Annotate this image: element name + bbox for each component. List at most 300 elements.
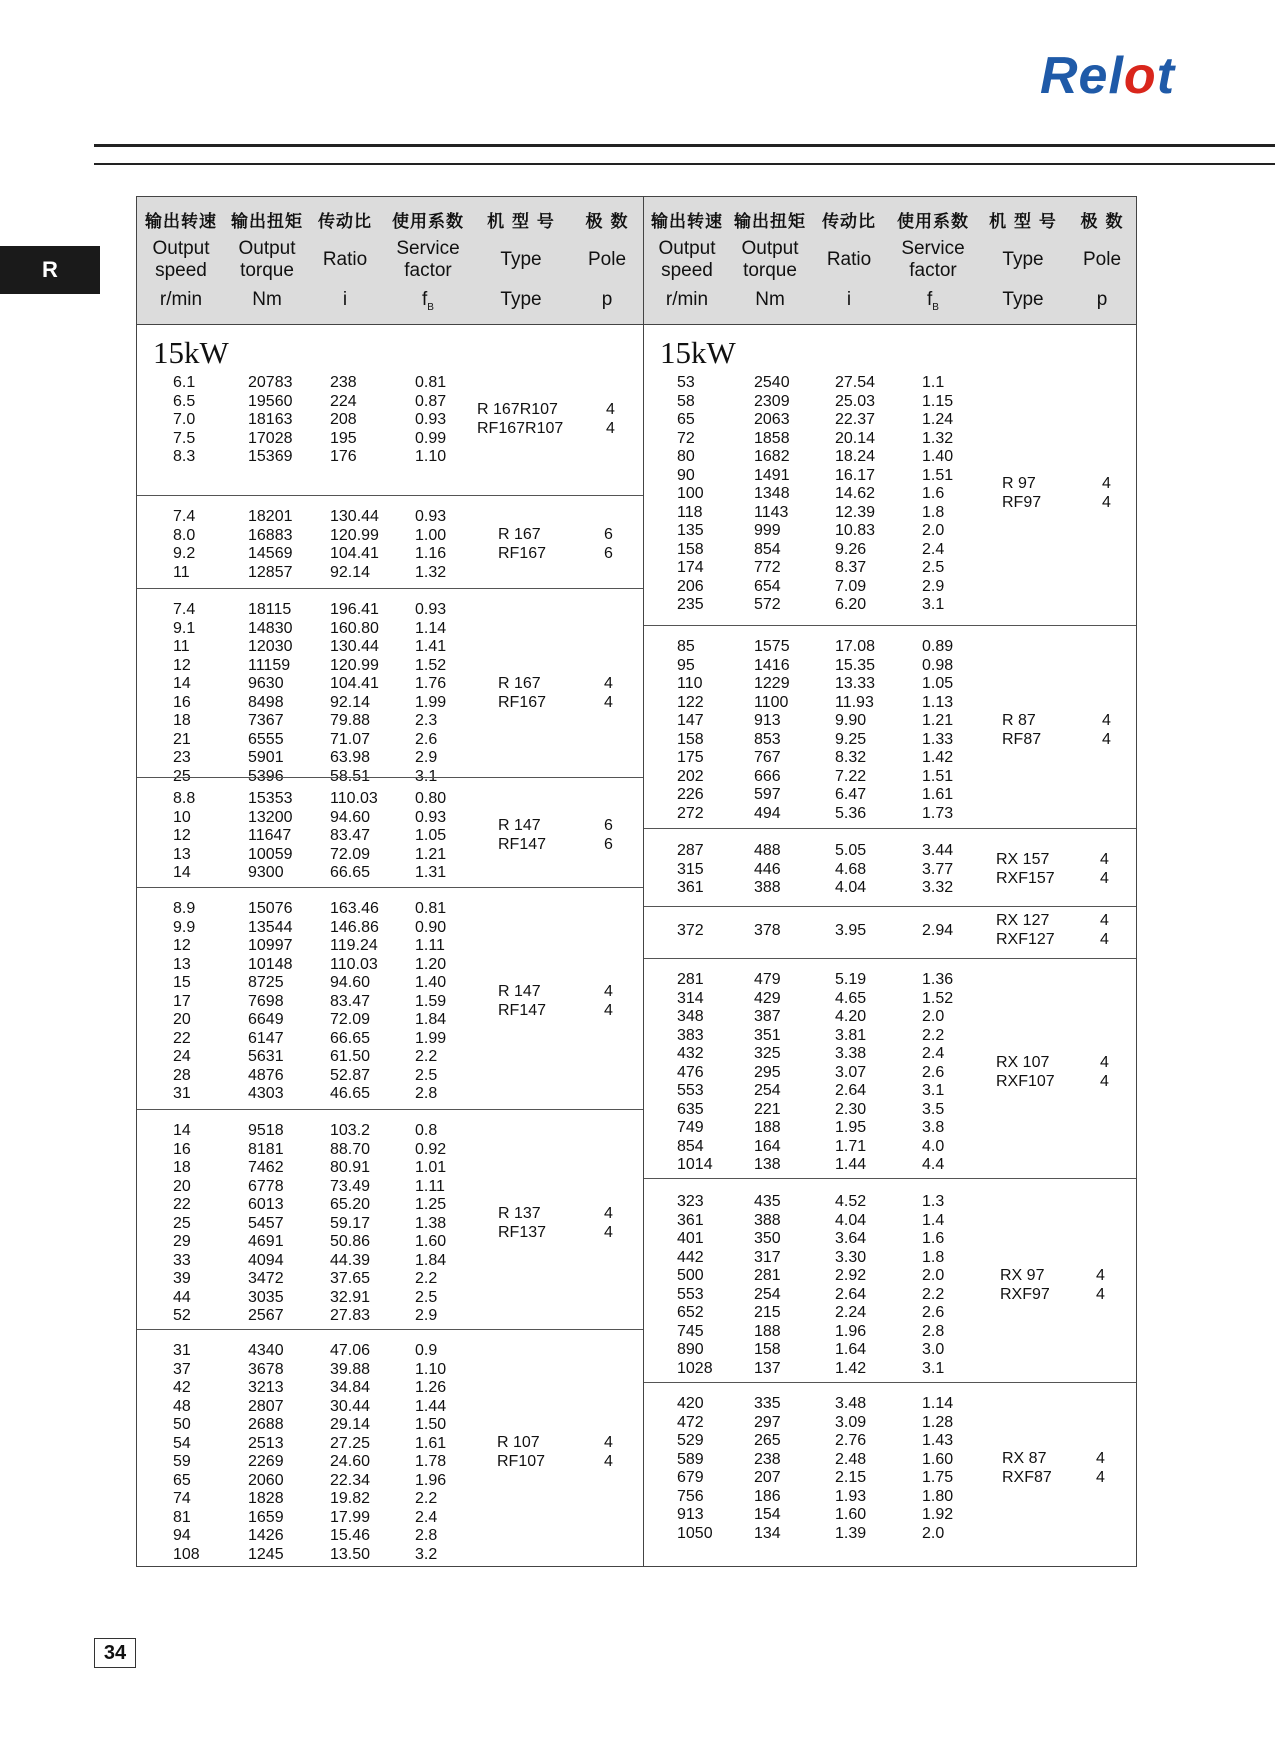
table-row (137, 826, 643, 845)
pole-count: 4 (1096, 1266, 1105, 1284)
header-en-label: Output speed (152, 238, 210, 281)
output-speed: 7.5 (173, 429, 196, 447)
table-row (137, 711, 643, 730)
ratio: 72.09 (330, 845, 371, 863)
service-factor: 2.5 (415, 1066, 438, 1084)
output-torque: 6649 (248, 1011, 284, 1028)
ratio: 130.44 (330, 508, 379, 525)
table-row (644, 540, 1136, 559)
output-torque: 254 (754, 1082, 781, 1099)
header-en-label: Service factor (901, 238, 965, 281)
service-factor: 2.8 (415, 1527, 438, 1544)
ratio: 8.32 (835, 749, 867, 766)
output-speed: 94 (173, 1527, 191, 1544)
pole-count: 4 (1100, 1053, 1109, 1071)
output-torque: 1858 (754, 429, 790, 447)
ratio: 13.50 (330, 1545, 371, 1563)
ratio: 1.64 (835, 1341, 867, 1358)
pole-count: 4 (604, 693, 613, 711)
output-torque: 18201 (248, 508, 293, 525)
pole-count: 4 (1100, 1072, 1109, 1090)
output-torque: 2513 (248, 1434, 284, 1452)
service-factor: 1.96 (415, 1471, 447, 1489)
table-row (644, 711, 1136, 730)
service-factor: 1.14 (922, 1395, 954, 1412)
model-type: R 167 (498, 674, 541, 692)
header-unit-subscript: B (427, 301, 434, 313)
header-cn-label: 传动比 (318, 212, 372, 232)
ratio: 92.14 (330, 563, 371, 581)
header-col-3 (810, 197, 888, 324)
output-speed: 401 (677, 1230, 704, 1247)
output-torque: 9518 (248, 1122, 284, 1139)
table-row (137, 955, 643, 974)
output-torque: 853 (754, 730, 781, 748)
output-torque: 1229 (754, 675, 790, 692)
ratio: 13.33 (835, 675, 876, 692)
table-row (644, 429, 1136, 448)
service-factor: 2.4 (415, 1508, 438, 1526)
output-speed: 44 (173, 1288, 191, 1306)
header-col-5 (978, 197, 1068, 324)
service-factor: 1.33 (922, 730, 954, 748)
service-factor: 1.99 (415, 1029, 447, 1047)
output-torque: 999 (754, 522, 781, 539)
output-speed: 9.9 (173, 918, 196, 936)
ratio: 4.20 (835, 1008, 867, 1025)
table-row (137, 1066, 643, 1085)
output-speed: 6.5 (173, 392, 196, 410)
table-row (137, 1378, 643, 1397)
header-cn-label: 极 数 (1080, 212, 1124, 232)
ratio: 7.22 (835, 767, 867, 785)
output-speed: 28 (173, 1066, 191, 1084)
output-torque: 1828 (248, 1490, 284, 1507)
header-col-4 (385, 197, 471, 324)
model-type: RF167R107 (477, 420, 564, 438)
output-torque: 9630 (248, 675, 284, 692)
output-torque: 13200 (248, 808, 293, 826)
ratio: 224 (330, 392, 357, 410)
service-factor: 2.5 (922, 559, 945, 576)
output-torque: 429 (754, 989, 781, 1007)
table-row (644, 970, 1136, 989)
output-torque: 2309 (754, 392, 790, 410)
service-factor: 1.15 (922, 392, 954, 410)
service-factor: 2.6 (922, 1304, 945, 1321)
ratio: 12.39 (835, 503, 876, 521)
output-speed: 14 (173, 675, 191, 692)
output-torque: 2060 (248, 1471, 284, 1489)
output-torque: 7698 (248, 992, 284, 1010)
ratio: 71.07 (330, 730, 371, 748)
ratio: 15.46 (330, 1527, 371, 1544)
ratio: 37.65 (330, 1270, 371, 1287)
header-unit-subscript: B (932, 301, 939, 313)
table-row (644, 1285, 1136, 1304)
ratio: 3.09 (835, 1413, 867, 1431)
ratio: 238 (330, 374, 357, 391)
pole-count: 4 (1100, 931, 1109, 949)
model-type: RX 97 (1000, 1266, 1045, 1284)
row-group (644, 361, 1136, 625)
output-torque: 221 (754, 1100, 781, 1118)
ratio: 1.39 (835, 1524, 867, 1542)
table-row (644, 1450, 1136, 1469)
header-col-6 (571, 197, 643, 324)
row-group (644, 625, 1136, 829)
output-speed: 756 (677, 1487, 704, 1505)
table-row (137, 789, 643, 808)
header-unit-label: f (422, 289, 428, 310)
table-row (644, 1229, 1136, 1248)
service-factor: 3.1 (922, 1082, 945, 1099)
ratio: 63.98 (330, 749, 371, 766)
table-row (137, 1288, 643, 1307)
service-factor: 1.43 (922, 1432, 954, 1449)
output-torque: 154 (754, 1506, 781, 1523)
output-speed: 9.1 (173, 619, 196, 637)
pole-count: 6 (604, 817, 613, 835)
table-row (137, 1269, 643, 1288)
output-torque: 388 (754, 879, 781, 896)
output-torque: 5457 (248, 1214, 284, 1232)
ratio: 120.99 (330, 656, 379, 674)
ratio: 11.93 (835, 693, 874, 711)
output-speed: 226 (677, 786, 704, 803)
service-factor: 1.05 (922, 675, 954, 692)
ratio: 46.65 (330, 1085, 371, 1102)
service-factor: 2.94 (922, 922, 954, 939)
service-factor: 2.2 (922, 1285, 945, 1303)
output-torque: 335 (754, 1395, 781, 1412)
service-factor: 2.2 (922, 1026, 945, 1044)
ratio: 20.14 (835, 429, 876, 447)
output-speed: 37 (173, 1360, 191, 1378)
pole-count: 4 (1102, 475, 1111, 493)
service-factor: 1.28 (922, 1413, 954, 1431)
table-row (137, 863, 643, 882)
output-speed: 6.1 (173, 374, 196, 391)
output-torque: 3035 (248, 1288, 284, 1306)
output-speed: 147 (677, 712, 704, 729)
model-type: RX 87 (1002, 1450, 1047, 1467)
table-row (644, 1137, 1136, 1156)
ratio: 6.47 (835, 786, 867, 803)
output-torque: 1143 (754, 503, 789, 521)
service-factor: 1.61 (922, 786, 954, 803)
ratio: 94.60 (330, 808, 371, 826)
row-group (137, 588, 643, 785)
header-unit-label: p (601, 289, 613, 310)
output-torque: 207 (754, 1469, 781, 1486)
output-torque: 3472 (248, 1270, 284, 1287)
table-row (644, 989, 1136, 1008)
service-factor: 1.14 (415, 619, 447, 637)
output-speed: 18 (173, 712, 191, 729)
table-row (644, 748, 1136, 767)
service-factor: 1.25 (415, 1196, 447, 1213)
header-rule-top (94, 144, 1275, 147)
ratio: 196.41 (330, 601, 379, 618)
pole-count: 4 (604, 1223, 613, 1241)
output-speed: 23 (173, 749, 191, 766)
output-torque: 1575 (754, 638, 790, 655)
output-speed: 22 (173, 1196, 191, 1213)
ratio: 163.46 (330, 900, 379, 917)
output-torque: 3213 (248, 1379, 284, 1396)
output-torque: 572 (754, 596, 781, 613)
ratio: 80.91 (330, 1159, 371, 1176)
header-en-label: Output torque (741, 238, 799, 281)
output-speed: 553 (677, 1285, 704, 1303)
header-unit-label: Nm (755, 289, 785, 310)
pole-count: 6 (604, 545, 613, 562)
ratio: 32.91 (330, 1288, 371, 1306)
output-torque: 1416 (754, 656, 790, 674)
output-torque: 20783 (248, 374, 293, 391)
service-factor: 1.00 (415, 526, 447, 544)
service-factor: 0.98 (922, 656, 954, 674)
service-factor: 2.8 (922, 1322, 945, 1340)
service-factor: 1.8 (922, 503, 945, 521)
output-torque: 10059 (248, 845, 293, 863)
output-speed: 323 (677, 1193, 704, 1210)
table-row (644, 785, 1136, 804)
output-speed: 16 (173, 693, 191, 711)
ratio: 88.70 (330, 1140, 371, 1158)
service-factor: 1.6 (922, 485, 945, 502)
brand-logo (1040, 47, 1176, 105)
output-speed: 74 (173, 1490, 191, 1507)
table-row (644, 656, 1136, 675)
table-row (644, 1359, 1136, 1378)
service-factor: 2.3 (415, 712, 438, 729)
output-speed: 108 (173, 1545, 200, 1563)
output-speed: 206 (677, 577, 704, 595)
output-torque: 6778 (248, 1177, 284, 1195)
service-factor: 1.61 (415, 1434, 447, 1452)
output-speed: 122 (677, 693, 704, 711)
service-factor: 0.80 (415, 790, 447, 807)
output-speed: 118 (677, 503, 703, 521)
output-torque: 2688 (248, 1416, 284, 1433)
ratio: 1.71 (835, 1137, 867, 1155)
service-factor: 2.6 (415, 730, 438, 748)
model-type: RF167 (498, 545, 547, 562)
model-type: RF147 (498, 836, 547, 854)
output-torque: 772 (754, 559, 781, 576)
ratio: 1.42 (835, 1359, 867, 1377)
output-torque: 6013 (248, 1196, 284, 1213)
ratio: 30.44 (330, 1397, 371, 1415)
output-speed: 854 (677, 1137, 704, 1155)
logo-text-blue-end: t (1156, 47, 1176, 105)
header-col-6 (1068, 197, 1136, 324)
output-torque: 12030 (248, 638, 293, 655)
model-type: RF137 (498, 1223, 547, 1241)
table-row (644, 392, 1136, 411)
output-torque: 654 (754, 577, 781, 595)
output-torque: 297 (754, 1413, 781, 1431)
output-speed: 158 (677, 730, 704, 748)
service-factor: 1.13 (922, 693, 954, 711)
output-speed: 7.0 (173, 411, 196, 428)
service-factor: 3.77 (922, 860, 954, 878)
service-factor: 1.4 (922, 1211, 945, 1229)
output-speed: 281 (677, 971, 704, 988)
ratio: 3.30 (835, 1248, 867, 1266)
table-row (137, 1047, 643, 1066)
output-torque: 435 (754, 1193, 781, 1210)
table-row (137, 1434, 643, 1453)
header-cn-label: 输出扭矩 (734, 212, 806, 232)
row-group (644, 828, 1136, 907)
output-speed: 10 (173, 808, 191, 826)
header-unit-label: Nm (252, 289, 282, 310)
service-factor: 1.50 (415, 1416, 447, 1433)
page-number: 34 (94, 1638, 136, 1668)
output-speed: 175 (677, 749, 704, 766)
service-factor: 1.40 (415, 974, 447, 991)
header-rule-bottom (94, 163, 1275, 165)
output-torque: 387 (754, 1008, 781, 1025)
header-en-label: Ratio (322, 249, 368, 270)
header-cn-label: 输出转速 (145, 212, 217, 232)
output-speed: 12 (173, 656, 191, 674)
table-row (137, 392, 643, 411)
table-row (137, 1010, 643, 1029)
service-factor: 1.26 (415, 1379, 447, 1396)
output-torque: 446 (754, 860, 781, 878)
output-speed: 58 (677, 392, 695, 410)
output-torque: 479 (754, 971, 781, 988)
table-row (137, 373, 643, 392)
output-speed: 1050 (677, 1524, 713, 1542)
output-speed: 287 (677, 842, 704, 859)
model-type: R 97 (1002, 475, 1036, 493)
table-row (644, 1413, 1136, 1432)
output-speed: 33 (173, 1251, 191, 1269)
output-torque: 2269 (248, 1453, 284, 1470)
ratio: 176 (330, 448, 357, 465)
output-torque: 767 (754, 749, 781, 766)
table-row (644, 1394, 1136, 1413)
table-row (137, 1177, 643, 1196)
table-row (137, 918, 643, 937)
output-speed: 235 (677, 596, 704, 613)
output-torque: 8725 (248, 974, 284, 991)
table-header (137, 197, 643, 325)
table-row (137, 1306, 643, 1325)
output-speed: 1028 (677, 1359, 713, 1377)
table-row (644, 804, 1136, 823)
table-row (137, 1360, 643, 1379)
pole-count: 4 (604, 1434, 613, 1451)
service-factor: 1.21 (415, 845, 447, 863)
output-speed: 21 (173, 730, 191, 748)
table-row (137, 656, 643, 675)
table-row (137, 1029, 643, 1048)
ratio: 61.50 (330, 1048, 371, 1065)
output-torque: 5631 (248, 1048, 284, 1065)
output-torque: 854 (754, 540, 781, 558)
output-speed: 500 (677, 1267, 704, 1284)
ratio: 5.05 (835, 842, 867, 859)
table-row (137, 1452, 643, 1471)
header-en-label: Pole (1082, 249, 1122, 270)
row-group (644, 958, 1136, 1179)
table-row (644, 1044, 1136, 1063)
ratio: 92.14 (330, 693, 371, 711)
output-torque: 350 (754, 1230, 781, 1247)
row-group (644, 1178, 1136, 1383)
service-factor: 0.99 (415, 429, 447, 447)
header-unit-label: r/min (665, 289, 709, 310)
output-torque: 9300 (248, 864, 284, 881)
service-factor: 2.2 (415, 1048, 438, 1065)
output-torque: 317 (754, 1248, 781, 1266)
service-factor: 1.32 (922, 429, 954, 447)
output-speed: 589 (677, 1450, 704, 1468)
service-factor: 3.32 (922, 879, 954, 896)
ratio: 18.24 (835, 448, 876, 465)
row-group (644, 906, 1136, 959)
service-factor: 2.2 (415, 1490, 438, 1507)
table-row (644, 730, 1136, 749)
ratio: 25.03 (835, 392, 876, 410)
ratio: 4.52 (835, 1193, 867, 1210)
ratio: 130.44 (330, 638, 379, 655)
table-left-half (137, 197, 643, 1566)
table-row (137, 429, 643, 448)
ratio: 6.20 (835, 596, 867, 613)
model-type: RXF157 (996, 869, 1055, 887)
output-torque: 188 (754, 1119, 781, 1136)
output-speed: 17 (173, 992, 191, 1010)
ratio: 24.60 (330, 1453, 371, 1470)
ratio: 110.03 (330, 955, 378, 973)
header-unit-label: i (342, 289, 348, 310)
table-row (137, 1195, 643, 1214)
table-row (137, 1526, 643, 1545)
table-row (137, 674, 643, 693)
output-speed: 20 (173, 1011, 191, 1028)
table-row (137, 1251, 643, 1270)
header-unit-label: Type (500, 289, 542, 310)
output-torque: 1100 (754, 693, 789, 711)
table-row (137, 1397, 643, 1416)
output-speed: 16 (173, 1140, 191, 1158)
output-speed: 50 (173, 1416, 191, 1433)
output-torque: 666 (754, 767, 781, 785)
output-torque: 11647 (248, 827, 292, 844)
output-torque: 913 (754, 712, 781, 729)
ratio: 79.88 (330, 712, 371, 729)
output-speed: 54 (173, 1434, 191, 1452)
table-right-half (644, 197, 1136, 1566)
output-speed: 745 (677, 1322, 704, 1340)
service-factor: 1.92 (922, 1506, 954, 1523)
service-factor: 1.10 (415, 448, 447, 465)
service-factor: 0.9 (415, 1342, 438, 1359)
ratio: 9.26 (835, 540, 867, 558)
ratio: 2.64 (835, 1082, 867, 1099)
output-speed: 7.4 (173, 508, 196, 525)
service-factor: 1.51 (922, 767, 954, 785)
ratio: 9.90 (835, 712, 867, 729)
ratio: 94.60 (330, 974, 371, 991)
